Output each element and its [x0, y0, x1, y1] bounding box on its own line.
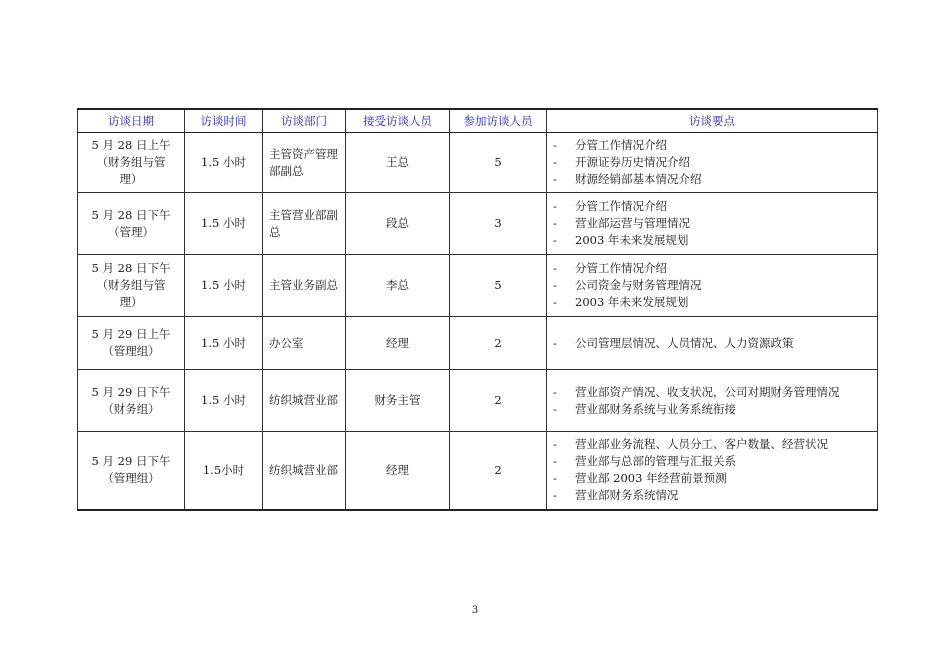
date-line: 5 月 29 日上午: [91, 327, 171, 341]
date-cell: [78, 133, 185, 193]
table-row: [78, 432, 878, 510]
point-text: 财源经销部基本情况介绍: [575, 172, 702, 186]
dept-cell: 主管资产管理部副总: [263, 133, 346, 193]
points-list: [553, 260, 873, 311]
dept-cell: 纺织城营业部: [263, 432, 346, 510]
date-line: （财务组与管: [96, 278, 166, 292]
list-item: - 公司管理层情况、人员情况、人力资源政策: [553, 335, 794, 350]
point-text: 营业部运营与管理情况: [575, 216, 690, 230]
table-row: [78, 255, 878, 317]
dept-cell: 主管业务副总: [263, 255, 346, 317]
points-cell: [547, 432, 878, 510]
count-cell: 5: [450, 133, 547, 193]
list-item: - 2003 年未来发展规划: [553, 295, 689, 309]
time-cell: 1.5 小时: [185, 317, 263, 370]
count-cell: 2: [450, 432, 547, 510]
date-line: 5 月 28 日下午: [91, 207, 171, 222]
list-item: - 开源证券历史情况介绍: [553, 155, 690, 169]
date-cell: [78, 370, 185, 432]
points-list: [553, 137, 873, 188]
count-cell: 2: [450, 317, 547, 370]
interviewee-cell: 经理: [346, 317, 450, 370]
point-text: 公司管理层情况、人员情况、人力资源政策: [575, 335, 794, 350]
points-list: [553, 198, 873, 249]
points-cell: [547, 317, 878, 370]
interviewee-cell: 李总: [346, 255, 450, 317]
points-cell: [547, 370, 878, 432]
count-cell: 2: [450, 370, 547, 432]
time-cell: 1.5小时: [185, 432, 263, 510]
interviewee-cell: 财务主管: [346, 370, 450, 432]
header-participant-count: 参加访谈人员: [450, 109, 547, 133]
points-list: [553, 335, 873, 352]
list-item: - 分管工作情况介绍: [553, 138, 667, 152]
list-item: - 营业部运营与管理情况: [553, 216, 690, 230]
point-text: 分管工作情况介绍: [575, 138, 667, 152]
date-line: （财务组与管: [96, 155, 166, 169]
date-line: 5 月 29 日下午: [91, 384, 171, 399]
points-cell: [547, 255, 878, 317]
dept-cell: 主管营业部副总: [263, 193, 346, 255]
count-cell: 5: [450, 255, 547, 317]
point-text: 营业部财务系统与业务系统衔接: [575, 401, 736, 416]
time-cell: 1.5 小时: [185, 255, 263, 317]
date-line: 5 月 28 日下午: [91, 261, 171, 275]
date-cell: [78, 193, 185, 255]
header-interview-time: 访谈时间: [185, 109, 263, 133]
page-number: 3: [471, 605, 479, 616]
date-line: （管理）: [108, 224, 154, 239]
date-line: 5 月 28 日上午: [91, 138, 171, 152]
date-cell: [78, 432, 185, 510]
point-text: 营业部财务系统情况: [575, 488, 679, 503]
point-text: 2003 年未来发展规划: [575, 295, 689, 309]
list-item: - 营业部财务系统情况: [553, 488, 679, 503]
points-list: [553, 436, 873, 504]
list-item: - 分管工作情况介绍: [553, 199, 667, 213]
date-line: （管理组）: [102, 471, 160, 486]
table-header-row: [78, 109, 878, 133]
header-key-points: 访谈要点: [547, 109, 878, 133]
point-text: 营业部资产情况、收支状况，公司对期财务管理情况: [575, 384, 840, 399]
point-text: 分管工作情况介绍: [575, 199, 667, 213]
time-cell: 1.5 小时: [185, 193, 263, 255]
list-item: - 分管工作情况介绍: [553, 261, 667, 275]
list-item: - 营业部财务系统与业务系统衔接: [553, 401, 736, 416]
point-text: 公司资金与财务管理情况: [575, 278, 702, 292]
table-row: [78, 133, 878, 193]
date-line: （管理组）: [102, 344, 160, 358]
date-cell: [78, 317, 185, 370]
point-text: 开源证券历史情况介绍: [575, 155, 690, 169]
time-cell: 1.5 小时: [185, 133, 263, 193]
list-item: - 营业部资产情况、收支状况，公司对期财务管理情况: [553, 384, 840, 399]
list-item: - 营业部与总部的管理与汇报关系: [553, 454, 736, 469]
dept-cell: 办公室: [263, 317, 346, 370]
list-item: - 营业部业务流程、人员分工、客户数量、经营状况: [553, 437, 828, 452]
interviewee-cell: 王总: [346, 133, 450, 193]
time-cell: 1.5 小时: [185, 370, 263, 432]
table-row: [78, 317, 878, 370]
date-line: 理）: [119, 295, 143, 309]
list-item: - 2003 年未来发展规划: [553, 233, 689, 247]
date-line: 5 月 29 日下午: [91, 454, 171, 469]
header-interview-date: 访谈日期: [78, 109, 185, 133]
date-line: 理）: [119, 172, 143, 186]
date-cell: [78, 255, 185, 317]
table-row: [78, 193, 878, 255]
list-item: - 财源经销部基本情况介绍: [553, 172, 702, 186]
dept-cell: 纺织城营业部: [263, 370, 346, 432]
date-line: （财务组）: [102, 401, 160, 416]
points-cell: [547, 193, 878, 255]
points-cell: [547, 133, 878, 193]
points-list: [553, 384, 873, 418]
point-text: 营业部与总部的管理与汇报关系: [575, 454, 736, 469]
count-cell: 3: [450, 193, 547, 255]
point-text: 营业部业务流程、人员分工、客户数量、经营状况: [575, 437, 828, 452]
header-interview-dept: 访谈部门: [263, 109, 346, 133]
interviewee-cell: 经理: [346, 432, 450, 510]
header-interviewee: 接受访谈人员: [346, 109, 450, 133]
point-text: 分管工作情况介绍: [575, 261, 667, 275]
interview-schedule-table: [77, 108, 878, 511]
list-item: - 公司资金与财务管理情况: [553, 278, 702, 292]
list-item: - 营业部 2003 年经营前景预测: [553, 471, 727, 486]
interviewee-cell: 段总: [346, 193, 450, 255]
point-text: 2003 年未来发展规划: [575, 233, 689, 247]
table-row: [78, 370, 878, 432]
point-text: 营业部 2003 年经营前景预测: [575, 471, 727, 486]
